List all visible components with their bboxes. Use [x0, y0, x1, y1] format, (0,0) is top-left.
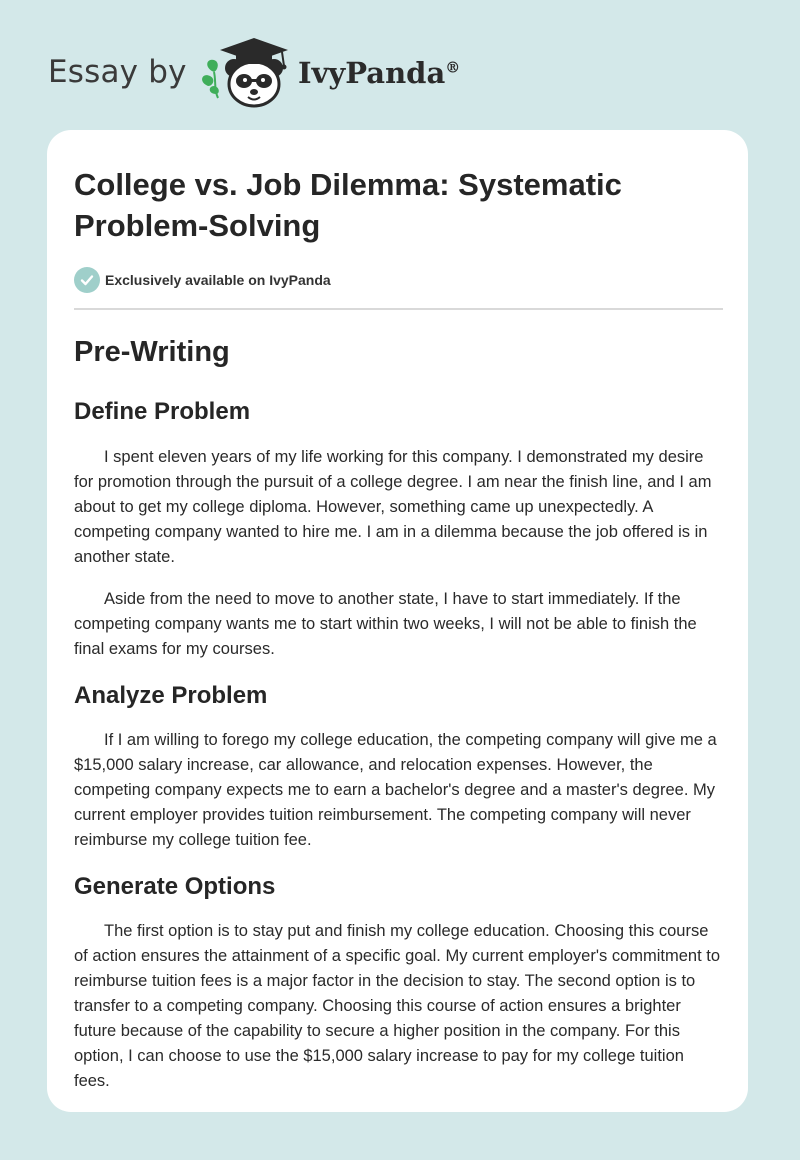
- registered-mark: ®: [445, 58, 461, 77]
- panda-logo-icon[interactable]: [200, 34, 295, 109]
- brand-prefix: Essay by: [48, 54, 187, 90]
- exclusive-badge: [74, 266, 722, 294]
- brand-header: [48, 34, 508, 114]
- subsection-heading-define-problem: Define Problem: [74, 398, 251, 425]
- paragraph: I spent eleven years of my life working for this company. I demonstrated my desire for promotion through the pursuit of a college degree. I am near the finish line, and I am about to get my college diploma. However, something came up unexpectedly. A competing company wanted to hire me. I am in a dilemma because the job offered is in another state.: [74, 448, 712, 566]
- paragraph: Aside from the need to move to another state, I have to start immediately. If the competing company wants me to start within two weeks, I will not be able to finish the final exams for my courses.: [74, 590, 697, 658]
- divider: [74, 308, 723, 310]
- essay-card: [47, 130, 748, 1112]
- subsection-heading-analyze-problem: Analyze Problem: [74, 682, 268, 709]
- paragraph: The first option is to stay put and finish my college education. Choosing this course of action ensures the attainment of a specific goal. My current employer's commitment to reimburse tuition fees is a major factor in the decision to stay. The second option is to transfer to a competing company. Choosing this course of action ensures a brighter future because of the capability to secure a higher position in the company. For this option, I can choose to use the $15,000 salary increase to pay for my college tuition fees.: [74, 922, 721, 1090]
- brand-name-text: IvyPanda: [298, 56, 446, 90]
- brand-name[interactable]: [298, 56, 460, 90]
- check-icon: [74, 267, 100, 293]
- page-title: College vs. Job Dilemma: Systematic Problem-Solving: [74, 167, 622, 243]
- subsection-heading-generate-options: Generate Options: [74, 873, 276, 900]
- section-heading: Pre-Writing: [74, 336, 230, 368]
- exclusive-label: Exclusively available on IvyPanda: [105, 272, 331, 288]
- paragraph: If I am willing to forego my college education, the competing company will give me a $15,000 salary increase, car allowance, and relocation expenses. However, the competing company expects me to earn a bachelor's degree and a master's degree. My current employer provides tuition reimbursement. The competing company will never reimburse my college tuition fee.: [74, 731, 717, 849]
